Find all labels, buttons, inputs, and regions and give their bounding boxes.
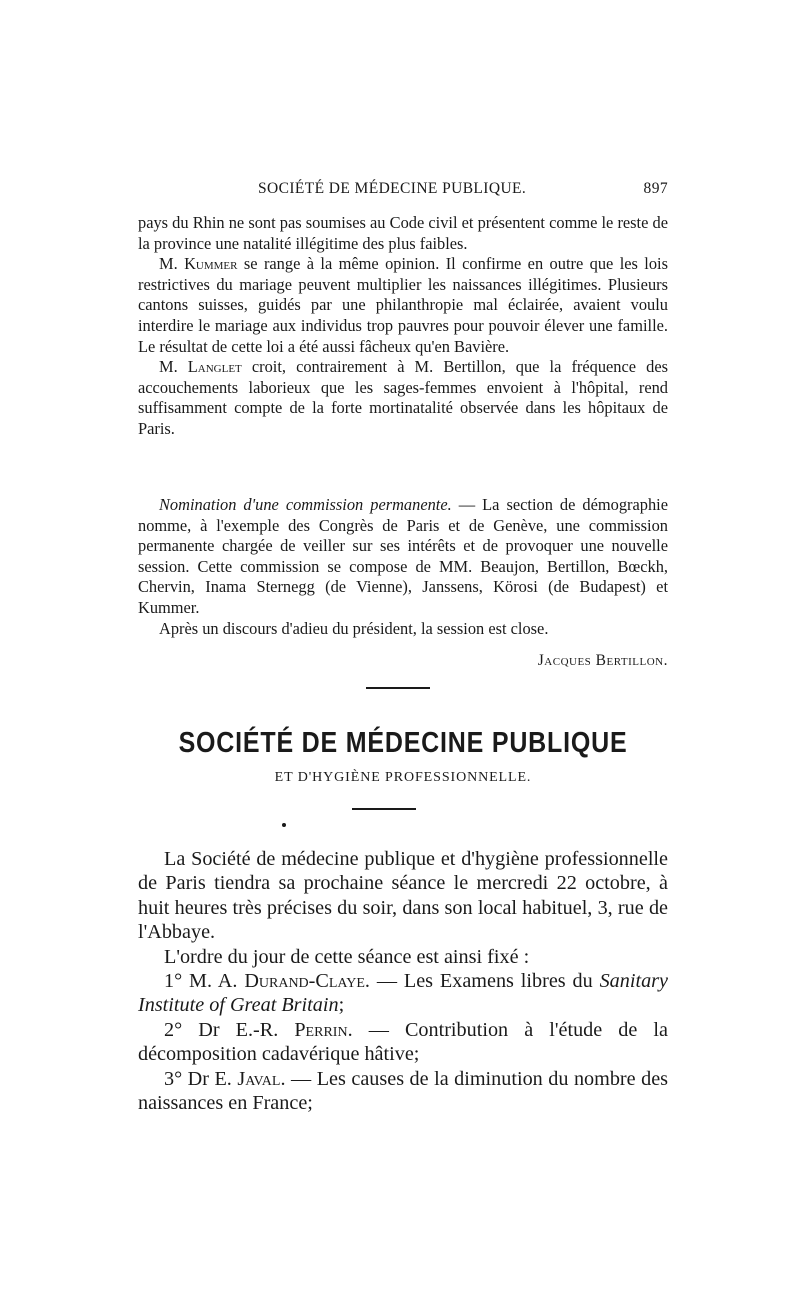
report-continuation <box>138 213 668 440</box>
page-number: 897 <box>643 180 668 197</box>
item3-number: 3° Dr E. <box>164 1067 238 1090</box>
item1-author: Durand-Claye <box>244 970 365 993</box>
agenda-item-1 <box>138 969 668 1018</box>
paragraph-langlet <box>138 357 668 439</box>
running-header <box>138 180 668 206</box>
signature: Jacques Bertillon. <box>537 652 668 669</box>
section-divider-bottom <box>352 808 416 810</box>
speaker-langlet: Langlet <box>187 357 242 377</box>
item2-number: 2° Dr E.-R. <box>164 1018 295 1041</box>
agenda-item-3 <box>138 1067 668 1116</box>
section-subtitle: ET D'HYGIÈNE PROFESSIONNELLE. <box>274 770 532 785</box>
item1-number: 1° M. A. <box>164 970 245 993</box>
kummer-prefix: M. <box>159 254 185 274</box>
item3-text: Les causes de la diminution du nombre des naissances en France; <box>138 1067 669 1115</box>
commission-heading: Nomination d'une commission permanente. <box>159 495 452 514</box>
paragraph-announcement: La Société de médecine publique et d'hygiène professionnelle de Paris tiendra sa prochaine séance le mercredi 22 octobre, à huit heures très précises du soir, dans son local habituel, 3, rue de l'Abbaye. <box>138 848 668 944</box>
agenda-item-2 <box>138 1018 668 1067</box>
paragraph-commission <box>138 495 668 619</box>
speaker-kummer: Kummer <box>184 254 238 274</box>
item1-title: Sanitary Institute of Great Britain <box>138 970 668 1017</box>
ink-dot <box>282 823 286 827</box>
langlet-text: croit, contrairement à M. Bertillon, que la fréquence des accouchements laborieux que les sages-femmes envoient à l'hôpital, rend suffisamment compte de la forte mortinatalité observée dans les hôpitaux de Paris. <box>138 357 668 438</box>
paragraph-closing: Après un discours d'adieu du président, la session est close. <box>159 618 549 638</box>
kummer-text: se range à la même opinion. Il confirme en outre que les lois restrictives du mariage peuvent multiplier les naissances illégitimes. Plusieurs cantons suisses, guidés par une philanthropie mal éclairée, avaient voulu interdire le mariage aux individus trop pauvres pour pouvoir élever une famille. Le résultat de cette loi a été aussi fâcheux qu'en Bavière. <box>138 254 668 356</box>
item1-separator: . — Les Examens libres du <box>364 970 600 993</box>
section-title: SOCIÉTÉ DE MÉDECINE PUBLIQUE <box>178 726 628 760</box>
item3-separator: . — <box>280 1067 317 1090</box>
item3-author: Javal <box>237 1067 281 1090</box>
langlet-prefix: M. <box>159 357 188 377</box>
announcement-block <box>138 847 668 1115</box>
paragraph-rhin: pays du Rhin ne sont pas soumises au Code civil et présentent comme le reste de la province une natalité illégitime des plus faibles. <box>138 213 668 253</box>
item2-author: Perrin <box>294 1018 348 1041</box>
commission-block <box>138 495 668 639</box>
running-title: SOCIÉTÉ DE MÉDECINE PUBLIQUE. <box>258 180 527 197</box>
commission-text: — La section de démographie nomme, à l'exemple des Congrès de Paris et de Genève, une commission permanente chargée de veiller sur ses intérêts et de provoquer une nouvelle session. Cette commission se compose de MM. Beaujon, Bertillon, Bœckh, Chervin, Inama Sternegg (de Vienne), Janssens, Körosi (de Budapest) et Kummer. <box>138 495 668 617</box>
agenda-intro: L'ordre du jour de cette séance est ainsi fixé : <box>164 945 530 968</box>
section-divider-top <box>366 687 430 689</box>
item1-end: ; <box>338 994 345 1017</box>
paragraph-kummer <box>138 254 668 357</box>
item2-text: Contribution à l'étude de la décomposition cadavérique hâtive; <box>138 1018 668 1066</box>
item2-separator: . — <box>347 1018 405 1041</box>
